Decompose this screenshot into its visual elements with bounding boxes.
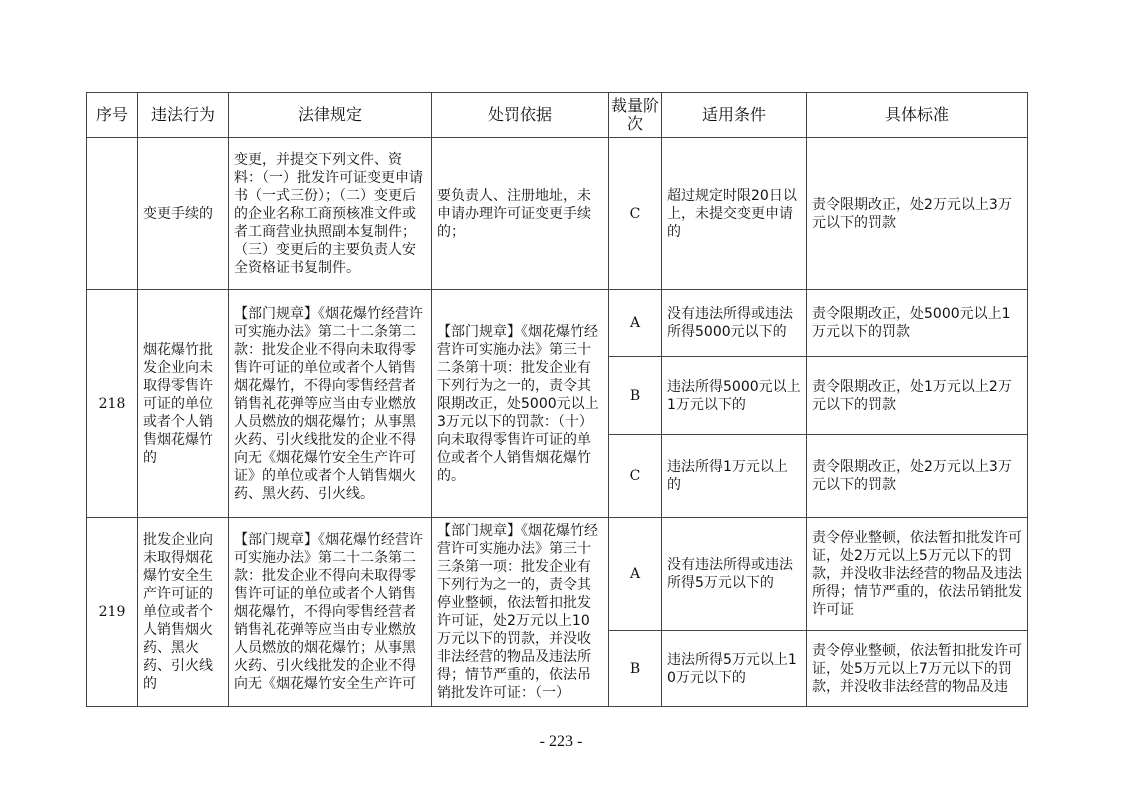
row-standard: 责令停业整顿，依法暂扣批发许可证，处2万元以上5万元以下的罚款，并没收非法经营的物品及违法所得；情节严重的，依法吊销批发许可证 <box>807 518 1028 631</box>
row-level: A <box>609 290 662 357</box>
header-no: 序号 <box>87 93 138 138</box>
header-act: 违法行为 <box>138 93 229 138</box>
row-number: 218 <box>87 290 138 518</box>
row-condition: 违法所得1万元以上的 <box>662 435 807 518</box>
row-act: 烟花爆竹批发企业向未取得零售许可证的单位或者个人销售烟花爆竹的 <box>138 290 229 518</box>
row-condition: 超过规定时限20日以上，未提交变更申请的 <box>662 138 807 290</box>
row-standard: 责令限期改正，处1万元以上2万元以下的罚款 <box>807 357 1028 435</box>
header-level: 裁量阶次 <box>609 93 662 138</box>
row-level: C <box>609 435 662 518</box>
row-level: B <box>609 631 662 707</box>
row-law: 【部门规章】《烟花爆竹经营许可实施办法》第二十二条第二款：批发企业不得向未取得零售许可证的单位或者个人销售烟花爆竹，不得向零售经营者销售礼花弹等应当由专业燃放人员燃放的烟花爆竹；从事黑火药、引火线批发的企业不得向无《烟花爆竹安全生产许可 <box>229 518 432 707</box>
header-basis: 处罚依据 <box>432 93 609 138</box>
row-basis: 【部门规章】《烟花爆竹经营许可实施办法》第三十三条第一项：批发企业有下列行为之一的，责令其停业整顿，依法暂扣批发许可证，处2万元以上10万元以下的罚款，并没收非法经营的物品及违法所得；情节严重的，依法吊销批发许可证：（一） <box>432 518 609 707</box>
row-number <box>87 138 138 290</box>
row-number: 219 <box>87 518 138 707</box>
row-condition: 违法所得5000元以上1万元以下的 <box>662 357 807 435</box>
row-law: 变更，并提交下列文件、资料：（一）批发许可证变更申请书（一式三份）；（二）变更后的企业名称工商预核准文件或者工商营业执照副本复制件；（三）变更后的主要负责人安全资格证书复制件。 <box>229 138 432 290</box>
row-law: 【部门规章】《烟花爆竹经营许可实施办法》第二十二条第二款：批发企业不得向未取得零售许可证的单位或者个人销售烟花爆竹，不得向零售经营者销售礼花弹等应当由专业燃放人员燃放的烟花爆竹；从事黑火药、引火线批发的企业不得向无《烟花爆竹安全生产许可证》的单位或者个人销售烟火药、黑火药、引火线。 <box>229 290 432 518</box>
row-act: 批发企业向未取得烟花爆竹安全生产许可证的单位或者个人销售烟火药、黑火药、引火线的 <box>138 518 229 707</box>
row-basis: 【部门规章】《烟花爆竹经营许可实施办法》第三十二条第十项：批发企业有下列行为之一的，责令其限期改正，处5000元以上3万元以下的罚款：（十）向未取得零售许可证的单位或者个人销售烟花爆竹的。 <box>432 290 609 518</box>
row-level: B <box>609 357 662 435</box>
header-row <box>87 93 1028 138</box>
row-standard: 责令停业整顿，依法暂扣批发许可证，处5万元以上7万元以下的罚款，并没收非法经营的物品及违 <box>807 631 1028 707</box>
table-row <box>87 518 1028 631</box>
row-act: 变更手续的 <box>138 138 229 290</box>
row-condition: 没有违法所得或违法所得5000元以下的 <box>662 290 807 357</box>
page-number: - 223 - <box>539 733 583 750</box>
table-row <box>87 290 1028 357</box>
row-standard: 责令限期改正，处2万元以上3万元以下的罚款 <box>807 435 1028 518</box>
row-condition: 没有违法所得或违法所得5万元以下的 <box>662 518 807 631</box>
row-condition: 违法所得5万元以上10万元以下的 <box>662 631 807 707</box>
penalty-table <box>86 92 1028 707</box>
header-law: 法律规定 <box>229 93 432 138</box>
header-condition: 适用条件 <box>662 93 807 138</box>
row-basis: 要负责人、注册地址，未申请办理许可证变更手续的； <box>432 138 609 290</box>
row-standard: 责令限期改正，处2万元以上3万元以下的罚款 <box>807 138 1028 290</box>
row-level: C <box>609 138 662 290</box>
table-row <box>87 138 1028 290</box>
header-standard: 具体标准 <box>807 93 1028 138</box>
row-standard: 责令限期改正，处5000元以上1万元以下的罚款 <box>807 290 1028 357</box>
row-level: A <box>609 518 662 631</box>
